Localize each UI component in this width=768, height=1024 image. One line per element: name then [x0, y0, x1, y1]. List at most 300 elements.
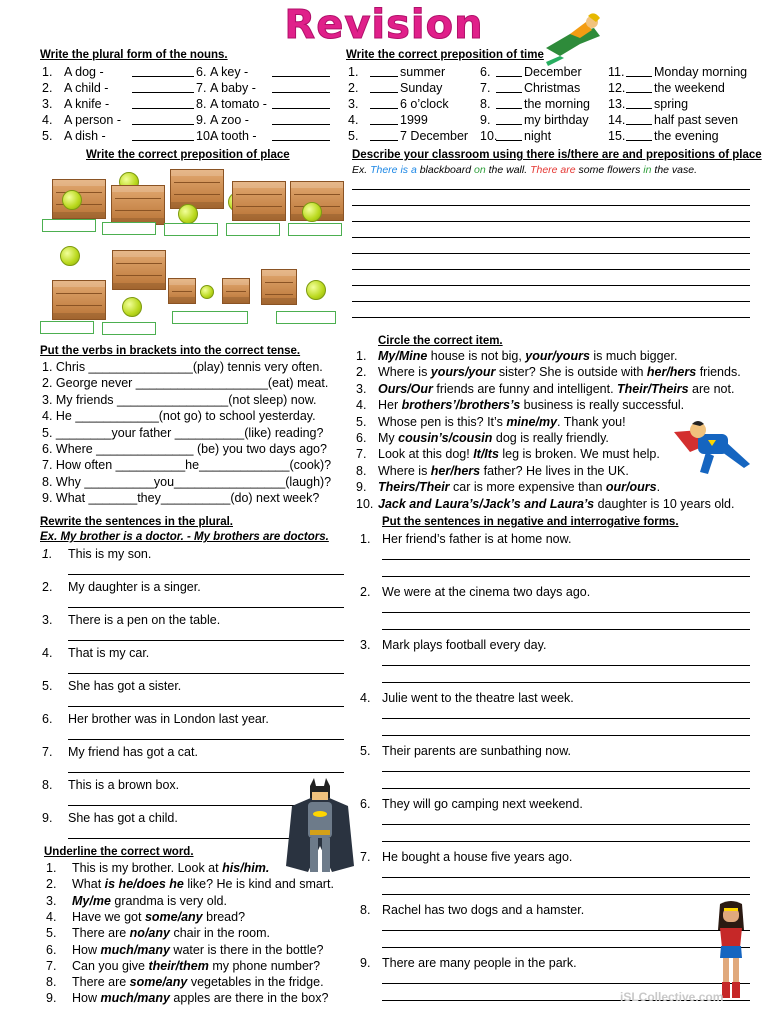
item-number: 11. [608, 65, 625, 79]
sentence-text: water is there in the bottle? [169, 942, 324, 957]
sentence-text: are not. [688, 381, 735, 396]
answer-line[interactable] [68, 640, 344, 641]
answer-box[interactable] [276, 311, 336, 324]
box-image [232, 181, 286, 221]
choice-option[interactable]: much/many [100, 991, 170, 1006]
page-title: Revision [284, 2, 484, 48]
choice-option[interactable]: her/hers [646, 365, 697, 380]
answer-blank[interactable] [272, 81, 330, 93]
negative-item [358, 902, 753, 954]
time-word: the evening [654, 129, 719, 143]
rewrite-plural-example: Ex. My brother is a doctor. - My brothers are doctors. [40, 531, 329, 543]
item-number: 2. [42, 81, 53, 95]
sentence-text: is much bigger. [589, 349, 678, 363]
negative-line[interactable] [382, 771, 750, 772]
ball-image [178, 204, 198, 224]
time-word: spring [654, 97, 689, 111]
choice-option[interactable]: much/many [100, 942, 170, 957]
choice-option[interactable]: yours/your [430, 365, 496, 380]
item-number: 7. [46, 958, 57, 973]
choice-option[interactable]: some/any [129, 975, 188, 990]
item-number: 3. [42, 97, 53, 111]
choice-option[interactable]: It/Its [473, 447, 499, 462]
item-number: 9. [356, 480, 367, 495]
choice-option[interactable]: their/them [148, 958, 209, 973]
interrogative-line[interactable] [382, 947, 750, 948]
sentence-text: Their parents are sunbathing now. [382, 744, 572, 758]
sentence-text: My friend has got a cat. [68, 745, 198, 759]
plural-row [40, 128, 340, 144]
sentence-text: . Thank you! [557, 414, 626, 429]
underline-item [46, 860, 269, 876]
choice-option[interactable]: Theirs/Their [378, 480, 450, 495]
ball-image [122, 297, 142, 317]
time-word: summer [400, 65, 446, 79]
item-number: 4. [356, 398, 367, 413]
sentence-text: Can you give [72, 958, 149, 973]
time-row [346, 64, 756, 80]
choice-option[interactable]: her/hers [430, 463, 481, 478]
item-number: 2. [348, 81, 359, 95]
interrogative-line[interactable] [382, 735, 750, 736]
sentence-text: chair in the room. [169, 926, 271, 941]
noun-label: A zoo - [210, 113, 249, 127]
example-noun-1: blackboard [419, 164, 472, 176]
item-number: 6. [42, 712, 53, 726]
interrogative-line[interactable] [382, 629, 750, 630]
sentence-text: She has got a child. [68, 811, 178, 825]
item-number: 1. [348, 65, 359, 79]
noun-label: A knife - [64, 97, 110, 111]
item-number: 4. [42, 646, 53, 660]
sentence-text: friends. [696, 365, 741, 380]
choice-option[interactable]: his/him. [222, 861, 270, 875]
negative-header: Put the sentences in negative and interrogative forms. [382, 516, 679, 528]
item-number: 2. [46, 877, 57, 892]
sentence-text: This is my brother. Look at [72, 861, 223, 875]
item-number: 1. [356, 349, 367, 363]
answer-line[interactable] [68, 574, 344, 575]
sentence-text: That is my car. [68, 646, 150, 660]
answer-line[interactable] [68, 706, 344, 707]
circle-item [356, 446, 660, 462]
choice-option[interactable]: is he/does he [104, 877, 184, 892]
circle-item [356, 381, 734, 397]
answer-blank[interactable] [496, 97, 522, 109]
item-number: 8. [46, 975, 57, 990]
sentence-text: business is really successful. [520, 398, 685, 413]
answer-blank[interactable] [132, 129, 194, 141]
tense-item: 5. ________your father __________(like) reading? [42, 425, 324, 440]
superman-illustration [670, 412, 756, 480]
rewrite-item [40, 678, 345, 710]
rewrite-item [40, 546, 345, 578]
item-number: 7. [356, 447, 367, 462]
item-number: 6. [356, 431, 367, 445]
batman-illustration [282, 776, 358, 880]
choice-option[interactable]: Ours/Our [378, 381, 433, 396]
wonderwoman-illustration [706, 900, 756, 1000]
item-number: 12. [608, 81, 626, 95]
circle-item [356, 463, 629, 479]
answer-blank[interactable] [132, 81, 194, 93]
sentence-text: How [72, 991, 101, 1006]
item-number: 1. [42, 65, 53, 79]
underline-item [46, 958, 320, 974]
negative-line[interactable] [382, 983, 750, 984]
answer-box[interactable] [226, 223, 280, 236]
sentence-text: There are [72, 975, 130, 990]
answer-line[interactable] [68, 739, 344, 740]
negative-item [358, 796, 753, 848]
time-row [346, 128, 756, 144]
item-number: 1. [360, 532, 371, 546]
item-number: 10. [196, 129, 214, 143]
sentence-text: my phone number? [208, 958, 321, 973]
negative-item [358, 637, 753, 689]
box-image [222, 278, 250, 304]
noun-label: A tooth - [210, 129, 257, 143]
writing-line[interactable] [352, 237, 750, 238]
answer-box[interactable] [288, 223, 342, 236]
answer-blank[interactable] [496, 65, 522, 77]
ball-image [60, 246, 80, 266]
time-word: half past seven [654, 113, 739, 127]
sentence-text: dog is really friendly. [492, 431, 609, 445]
place-pictures [40, 166, 340, 336]
plural-row [40, 64, 340, 80]
interrogative-line[interactable] [382, 682, 750, 683]
item-number: 9. [360, 956, 371, 970]
noun-label: A key - [210, 65, 249, 79]
item-number: 3. [42, 613, 53, 627]
answer-blank[interactable] [132, 97, 194, 109]
interrogative-line[interactable] [382, 788, 750, 789]
time-word: Sunday [400, 81, 443, 95]
plural-row [40, 96, 340, 112]
choice-option[interactable]: brothers’/brothers’s [401, 398, 521, 413]
choice-option[interactable]: your/yours [525, 349, 590, 363]
sentence-text: like? He is kind and smart. [183, 877, 334, 892]
box-image [168, 278, 196, 304]
item-number: 3. [348, 97, 359, 111]
answer-box[interactable] [102, 222, 156, 235]
sentence-text: Where is [378, 463, 431, 478]
choice-option[interactable]: some/any [144, 909, 203, 924]
answer-blank[interactable] [626, 81, 652, 93]
answer-line[interactable] [68, 607, 344, 608]
example-prep-2: in [643, 164, 652, 176]
circle-header: Circle the correct item. [378, 335, 503, 347]
answer-blank[interactable] [496, 113, 522, 125]
negative-line[interactable] [382, 877, 750, 878]
answer-blank[interactable] [626, 97, 652, 109]
answer-blank[interactable] [370, 129, 398, 141]
answer-blank[interactable] [370, 113, 398, 125]
choice-option[interactable]: no/any [129, 926, 170, 941]
sentence-text: Her friend’s father is at home now. [382, 532, 572, 546]
rewrite-item [40, 744, 345, 776]
time-word: night [524, 129, 552, 143]
writing-line[interactable] [352, 253, 750, 254]
negative-item [358, 531, 753, 583]
item-number: 4. [42, 113, 53, 127]
time-word: the morning [524, 97, 591, 111]
choice-option[interactable]: our/ours [605, 480, 657, 495]
item-number: 1. [42, 547, 53, 561]
negative-item [358, 690, 753, 742]
item-number: 9. [42, 811, 53, 825]
negative-line[interactable] [382, 612, 750, 613]
sentence-text: He bought a house five years ago. [382, 850, 573, 864]
example-place-1: the wall. [488, 164, 528, 176]
choice-option[interactable]: Their/Theirs [617, 381, 689, 396]
underline-item [46, 909, 245, 925]
sentence-text: Have we got [72, 909, 145, 924]
item-number: 3. [356, 381, 367, 396]
rewrite-item [40, 579, 345, 611]
classroom-header: Describe your classroom using there is/there are and prepositions of place [352, 149, 762, 161]
noun-label: A person - [64, 113, 121, 127]
answer-blank[interactable] [272, 97, 330, 109]
choice-option[interactable]: mine/my [506, 414, 558, 429]
item-number: 13. [608, 97, 626, 111]
item-number: 8. [42, 778, 53, 792]
item-number: 7. [196, 81, 207, 95]
sentence-text: Rachel has two dogs and a hamster. [382, 903, 585, 917]
item-number: 10. [480, 129, 498, 143]
answer-blank[interactable] [272, 129, 330, 141]
item-number: 7. [480, 81, 491, 95]
noun-label: A child - [64, 81, 109, 95]
item-number: 8. [360, 903, 371, 917]
rewrite-plural-header: Rewrite the sentences in the plural. [40, 516, 233, 528]
rewrite-item [40, 711, 345, 743]
negative-line[interactable] [382, 559, 750, 560]
circle-item [356, 479, 660, 495]
negative-line[interactable] [382, 665, 750, 666]
interrogative-line[interactable] [382, 576, 750, 577]
tense-item: 8. Why __________you________________(laugh)? [42, 474, 332, 489]
box-image [111, 185, 165, 225]
writing-line[interactable] [352, 221, 750, 222]
item-number: 5. [360, 744, 371, 758]
item-number: 1. [46, 861, 57, 875]
plural-row [40, 80, 340, 96]
answer-blank[interactable] [272, 65, 330, 77]
time-row [346, 80, 756, 96]
writing-line[interactable] [352, 285, 750, 286]
answer-line[interactable] [68, 673, 344, 674]
item-number: 2. [42, 580, 53, 594]
item-number: 6. [196, 65, 207, 79]
writing-line[interactable] [352, 269, 750, 270]
example-prefix: Ex. [352, 164, 368, 176]
aquaman-illustration [540, 8, 606, 66]
negative-item [358, 849, 753, 901]
noun-label: A baby - [210, 81, 256, 95]
item-number: 6. [480, 65, 491, 79]
choice-option[interactable]: Jack and Laura’s/Jack’s and Laura’s [378, 496, 595, 511]
time-word: December [524, 65, 582, 79]
answer-box[interactable] [172, 311, 248, 324]
ball-image [306, 280, 326, 300]
item-number: 9. [196, 113, 207, 127]
circle-item [356, 364, 741, 380]
tense-item: 3. My friends ________________(not sleep) now. [42, 392, 317, 407]
negative-item [358, 743, 753, 795]
sentence-text: There is a pen on the table. [68, 613, 221, 627]
sentence-text: My [378, 431, 399, 445]
tense-item: 4. He ____________(not go) to school yesterday. [42, 409, 316, 424]
choice-option[interactable]: cousin’s/cousin [398, 431, 493, 445]
answer-blank[interactable] [496, 129, 522, 141]
answer-blank[interactable] [496, 81, 522, 93]
item-number: 3. [46, 893, 57, 908]
answer-box[interactable] [164, 223, 218, 236]
answer-blank[interactable] [370, 81, 398, 93]
writing-line[interactable] [352, 189, 750, 190]
rewrite-item [40, 645, 345, 677]
tense-item: 2. George never ___________________(eat) meat. [42, 376, 329, 391]
negative-line[interactable] [382, 930, 750, 931]
box-image [52, 280, 106, 320]
classroom-example [352, 164, 697, 176]
circle-item [356, 348, 677, 364]
sentence-text: They will go camping next weekend. [382, 797, 583, 811]
time-word: 7 December [400, 129, 469, 143]
choice-option[interactable]: My/Mine [378, 349, 428, 363]
rewrite-item [40, 612, 345, 644]
sentence-text: . [656, 480, 661, 495]
sentence-text: Her brother was in London last year. [68, 712, 269, 726]
sentence-text: house is not big, [427, 349, 526, 363]
answer-box[interactable] [42, 219, 96, 232]
sentence-text: leg is broken. We must help. [498, 447, 660, 462]
circle-item [356, 397, 684, 413]
item-number: 10. [356, 496, 374, 511]
item-number: 5. [42, 129, 53, 143]
item-number: 4. [348, 113, 359, 127]
circle-item [356, 430, 609, 446]
negative-line[interactable] [382, 824, 750, 825]
answer-blank[interactable] [370, 65, 398, 77]
tenses-header: Put the verbs in brackets into the correct tense. [40, 345, 301, 357]
item-number: 9. [46, 991, 57, 1006]
example-there-is: There is a [370, 164, 417, 176]
writing-line[interactable] [352, 205, 750, 206]
sentence-text: grandma is very old. [110, 893, 227, 908]
sentence-text: friends are funny and intelligent. [432, 381, 618, 396]
tense-item: 7. How often __________he_____________(cook)? [42, 458, 332, 473]
sentence-text: Look at this dog! [378, 447, 474, 462]
sentence-text: Her [378, 398, 402, 413]
writing-line[interactable] [352, 317, 750, 318]
time-row [346, 112, 756, 128]
plural-nouns-header: Write the plural form of the nouns. [40, 49, 228, 61]
answer-blank[interactable] [370, 97, 398, 109]
answer-blank[interactable] [626, 129, 652, 141]
choice-option[interactable]: My/me [72, 893, 111, 908]
interrogative-line[interactable] [382, 894, 750, 895]
time-word: 6 o’clock [400, 97, 449, 111]
item-number: 8. [480, 97, 491, 111]
item-number: 5. [348, 129, 359, 143]
answer-box[interactable] [40, 321, 94, 334]
answer-blank[interactable] [272, 113, 330, 125]
place-prepositions-header: Write the correct preposition of place [86, 149, 290, 161]
item-number: 2. [356, 365, 367, 380]
sentence-text: father? He lives in the UK. [480, 463, 629, 478]
underline-item [46, 990, 328, 1006]
negative-item [358, 584, 753, 636]
noun-label: A tomato - [210, 97, 267, 111]
sentence-text: Whose pen is this? It’s [378, 414, 507, 429]
item-number: 5. [356, 414, 367, 429]
sentence-text: vegetables in the fridge. [187, 975, 324, 990]
underline-item [46, 893, 227, 909]
answer-blank[interactable] [626, 113, 652, 125]
time-word: 1999 [400, 113, 428, 127]
time-word: Monday morning [654, 65, 748, 79]
sentence-text: bread? [202, 909, 246, 924]
time-prepositions-header: Write the correct preposition of time [346, 49, 544, 61]
watermark: iSLCollective.com [620, 990, 724, 1004]
example-prep-1: on [474, 164, 486, 176]
sentence-text: sister? She is outside with [495, 365, 647, 380]
sentence-text: My daughter is a singer. [68, 580, 201, 594]
sentence-text: This is a brown box. [68, 778, 180, 792]
box-image [170, 169, 224, 209]
noun-label: A dog - [64, 65, 104, 79]
sentence-text: This is my son. [68, 547, 152, 561]
underline-item [46, 876, 334, 892]
circle-item [356, 496, 734, 512]
answer-blank[interactable] [626, 65, 652, 77]
answer-line[interactable] [68, 772, 344, 773]
underline-item [46, 925, 270, 941]
circle-item [356, 414, 626, 430]
item-number: 4. [46, 909, 57, 924]
sentence-text: There are many people in the park. [382, 956, 577, 970]
item-number: 7. [42, 745, 53, 759]
item-number: 5. [46, 926, 57, 941]
underline-item [46, 942, 324, 958]
item-number: 8. [196, 97, 207, 111]
answer-blank[interactable] [132, 65, 194, 77]
sentence-text: What [72, 877, 105, 892]
answer-blank[interactable] [132, 113, 194, 125]
box-image [261, 269, 297, 305]
sentence-text: She has got a sister. [68, 679, 182, 693]
writing-line[interactable] [352, 301, 750, 302]
interrogative-line[interactable] [382, 841, 750, 842]
example-there-are: There are [530, 164, 576, 176]
sentence-text: Mark plays football every day. [382, 638, 547, 652]
underline-header: Underline the correct word. [44, 846, 194, 858]
negative-line[interactable] [382, 718, 750, 719]
time-word: Christmas [524, 81, 581, 95]
answer-box[interactable] [102, 322, 156, 335]
sentence-text: Julie went to the theatre last week. [382, 691, 574, 705]
example-noun-2: some flowers [578, 164, 641, 176]
underline-item [46, 974, 324, 990]
ball-image [62, 190, 82, 210]
item-number: 14. [608, 113, 626, 127]
sentence-text: How [72, 942, 101, 957]
sentence-text: car is more expensive than [449, 480, 606, 495]
tense-item: 1. Chris _______________(play) tennis very often. [42, 360, 323, 374]
